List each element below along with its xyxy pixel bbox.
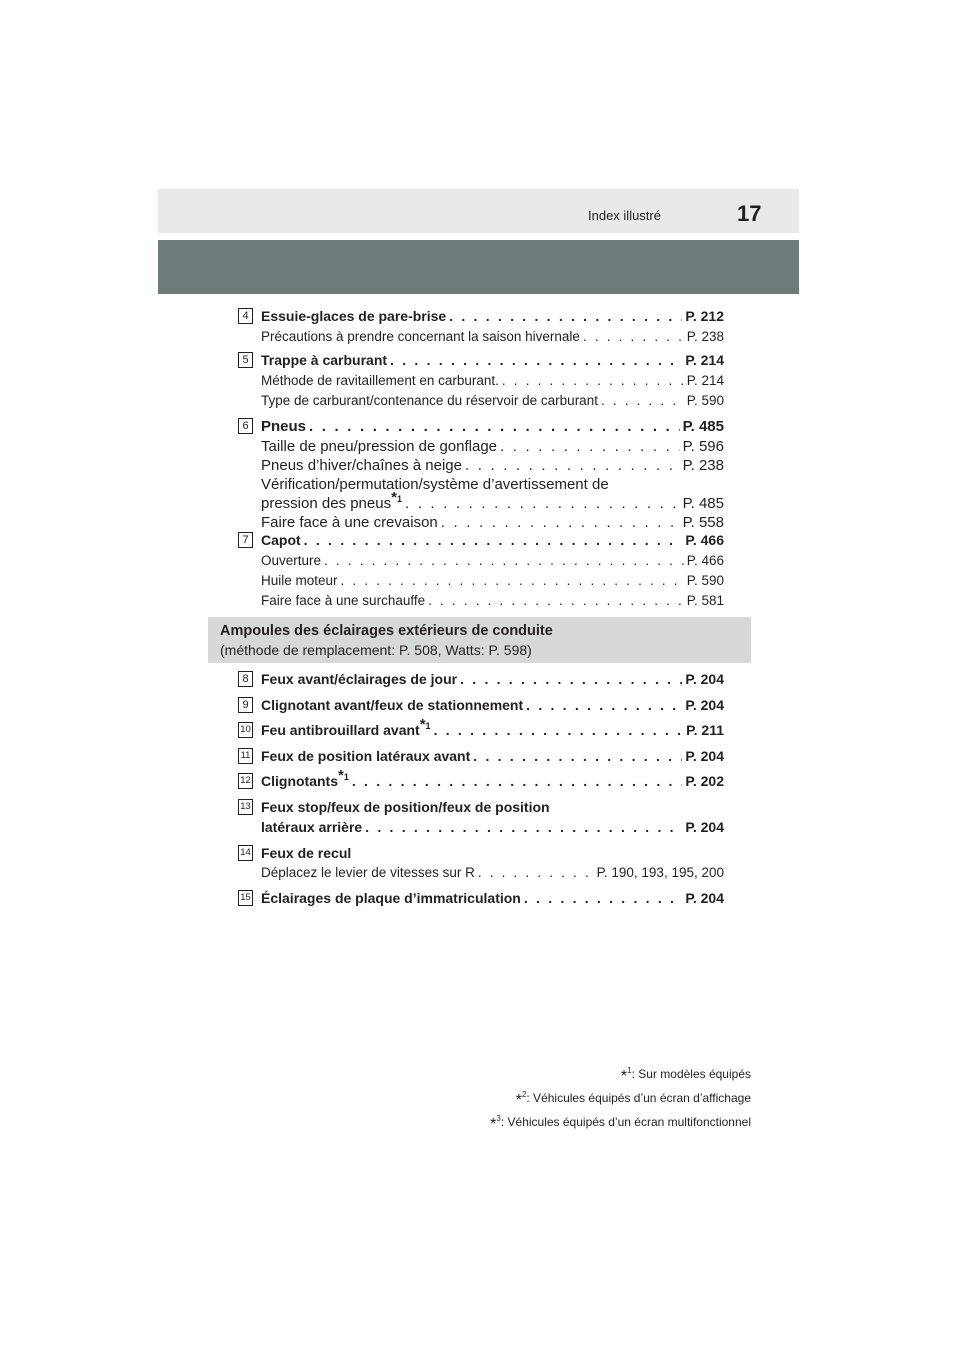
entry-text [261, 476, 609, 493]
entry-subline [261, 514, 724, 531]
dot-leader [434, 722, 684, 738]
dot-leader [341, 573, 684, 588]
bulb-section-banner [208, 617, 751, 663]
page-reference: P. 214 [685, 352, 724, 368]
item-number-marker: 10 [238, 722, 253, 738]
entry-text [261, 308, 446, 324]
item-number-marker: 14 [238, 845, 253, 861]
entry-label: Vérification/permutation/système d’avertissement de [261, 476, 609, 493]
entry-text [261, 697, 523, 713]
dot-leader [365, 819, 682, 835]
entry-label: Ouverture [261, 553, 322, 568]
page-reference: P. 581 [686, 593, 724, 608]
asterisk-icon: * [490, 1116, 497, 1133]
section-title: Index illustré [588, 208, 661, 223]
banner-subtitle: (méthode de remplacement: P. 508, Watts: P. 598) [220, 642, 532, 658]
entry-label: Capot [261, 532, 301, 548]
entry-label: Huile moteur [261, 573, 338, 588]
entry-subline [261, 393, 724, 408]
entry-heading [261, 532, 724, 548]
page-reference: P. 466 [686, 553, 724, 568]
dot-leader [352, 773, 682, 789]
entry-text [261, 352, 387, 368]
entry-label: Pneus [261, 418, 307, 435]
footnote-number: 1 [343, 772, 349, 783]
entry-heading [261, 716, 724, 738]
entry-text [261, 573, 338, 588]
entry-text [261, 514, 438, 531]
footnote-number: 1 [425, 721, 431, 732]
entry-label: pression des pneus [261, 495, 392, 512]
page-number: 17 [737, 201, 762, 226]
item-number-marker: 15 [238, 890, 253, 906]
asterisk-icon: * [515, 1092, 522, 1109]
page-reference: P. 485 [682, 418, 724, 435]
dot-leader [478, 865, 594, 880]
page-reference: P. 596 [682, 438, 724, 455]
entry-subline [261, 438, 724, 455]
entry-text [261, 819, 362, 835]
entry-heading [261, 890, 724, 906]
entry-text [261, 671, 457, 687]
entry-label: Déplacez le levier de vitesses sur R [261, 865, 475, 880]
item-number-marker: 7 [238, 532, 253, 548]
entry-subline [261, 476, 724, 493]
dot-leader [405, 495, 680, 512]
entry-heading [261, 352, 724, 368]
dot-leader [526, 697, 682, 713]
entry-text [261, 748, 470, 764]
page-reference: P. 204 [685, 748, 724, 764]
footnote-text: : Véhicules équipés d’un écran multifonctionnel [500, 1115, 751, 1129]
entry-label: Clignotant avant/feux de stationnement [261, 697, 524, 713]
entry-label: Type de carburant/contenance du réservoir de carburant [261, 393, 598, 408]
entry-label: Essuie-glaces de pare-brise [261, 308, 447, 324]
entry-text [261, 438, 497, 455]
entry-heading [261, 767, 724, 789]
page-reference: P. 238 [686, 329, 724, 344]
entry-heading [261, 845, 724, 861]
entry-label: latéraux arrière [261, 819, 363, 835]
dot-leader [502, 373, 684, 388]
footnote-number: 3 [496, 1114, 501, 1123]
dot-leader [324, 553, 684, 568]
item-number-marker: 6 [238, 418, 253, 434]
item-number-marker: 11 [238, 748, 253, 764]
item-number-marker: 4 [238, 308, 253, 324]
entry-text [261, 418, 306, 435]
page-reference: P. 204 [685, 819, 724, 835]
dot-leader [473, 748, 682, 764]
page-reference: P. 212 [685, 308, 724, 324]
dot-leader [428, 593, 684, 608]
entry-subline [261, 593, 724, 608]
entry-subline [261, 819, 724, 835]
page-reference: P. 590 [686, 393, 724, 408]
entry-text [261, 716, 431, 738]
entry-subline [261, 573, 724, 588]
dot-leader [460, 671, 682, 687]
entry-subline [261, 553, 724, 568]
entry-heading [261, 418, 724, 435]
entry-text [261, 593, 425, 608]
page-reference: P. 558 [682, 514, 724, 531]
dot-leader [390, 352, 682, 368]
footnote [490, 1062, 751, 1086]
entry-label: Trappe à carburant [261, 352, 388, 368]
entry-heading [261, 308, 724, 324]
dot-leader [583, 329, 684, 344]
footnote-number: 1 [627, 1066, 632, 1075]
footnote-reference [419, 716, 431, 734]
entry-text [261, 373, 499, 388]
item-number-marker: 12 [238, 773, 253, 789]
asterisk-icon: * [419, 716, 426, 734]
item-number-marker: 9 [238, 697, 253, 713]
entry-heading [261, 697, 724, 713]
entry-heading [261, 799, 724, 815]
dot-leader [441, 514, 680, 531]
entry-text [261, 553, 321, 568]
entry-label: Feu antibrouillard avant [261, 722, 420, 738]
banner-title: Ampoules des éclairages extérieurs de conduite [220, 623, 553, 639]
entry-text [261, 393, 598, 408]
footnote-reference [338, 767, 349, 785]
dot-leader [304, 532, 683, 548]
entry-label: Éclairages de plaque d’immatriculation [261, 890, 521, 906]
asterisk-icon: * [391, 489, 397, 506]
entry-text [261, 532, 301, 548]
dot-leader [465, 457, 680, 474]
page-reference: P. 485 [682, 495, 724, 512]
asterisk-icon: * [338, 767, 344, 785]
entry-heading [261, 671, 724, 687]
footnotes [490, 1062, 751, 1134]
page-reference: P. 214 [686, 373, 724, 388]
dot-leader [449, 308, 682, 324]
entry-text [261, 457, 462, 474]
footnote [490, 1110, 751, 1134]
footnote-text: : Véhicules équipés d’un écran d’affichage [526, 1091, 751, 1105]
entry-label: Précautions à prendre concernant la saison hivernale [261, 329, 580, 344]
entry-label: Feux de recul [261, 845, 352, 861]
page-reference: P. 204 [685, 671, 724, 687]
entry-subline [261, 373, 724, 388]
asterisk-icon: * [620, 1068, 628, 1085]
page-reference: P. 590 [686, 573, 724, 588]
entry-text [261, 799, 550, 815]
dot-leader [309, 418, 680, 435]
entry-label: Clignotants [261, 773, 338, 789]
page-reference: P. 211 [686, 722, 724, 738]
header-band [158, 240, 799, 294]
footnote [490, 1086, 751, 1110]
entry-label: Méthode de ravitaillement en carburant. [261, 373, 499, 388]
page-reference: P. 466 [685, 532, 724, 548]
dot-leader [500, 438, 680, 455]
dot-leader [601, 393, 684, 408]
entry-label: Feux stop/feux de position/feux de position [261, 799, 550, 815]
entry-label: Faire face à une surchauffe [261, 593, 426, 608]
footnote-reference [391, 489, 402, 506]
entry-subline [261, 489, 724, 512]
item-number-marker: 5 [238, 352, 253, 368]
page-reference: P. 204 [685, 697, 724, 713]
entry-text [261, 767, 349, 789]
entry-text [261, 329, 580, 344]
entry-label: Taille de pneu/pression de gonflage [261, 438, 498, 455]
entry-text [261, 489, 402, 512]
entry-text [261, 845, 351, 861]
entry-subline [261, 865, 724, 880]
header-bar [158, 189, 799, 233]
entry-subline [261, 329, 724, 344]
entry-label: Pneus d’hiver/chaînes à neige [261, 457, 462, 474]
entry-text [261, 865, 475, 880]
footnote-number: 1 [396, 494, 402, 504]
page-reference: P. 204 [685, 890, 724, 906]
page-reference: P. 202 [685, 773, 724, 789]
entry-text [261, 890, 521, 906]
entry-heading [261, 748, 724, 764]
footnote-number: 2 [521, 1090, 527, 1099]
entry-label: Faire face à une crevaison [261, 514, 438, 531]
page-reference: P. 238 [682, 457, 724, 474]
page-reference: P. 190, 193, 195, 200 [596, 865, 724, 880]
item-number-marker: 8 [238, 671, 253, 687]
item-number-marker: 13 [238, 799, 253, 815]
entry-label: Feux de position latéraux avant [261, 748, 471, 764]
dot-leader [524, 890, 682, 906]
entry-subline [261, 457, 724, 474]
entry-label: Feux avant/éclairages de jour [261, 671, 458, 687]
footnote-text: : Sur modèles équipés [631, 1067, 751, 1081]
